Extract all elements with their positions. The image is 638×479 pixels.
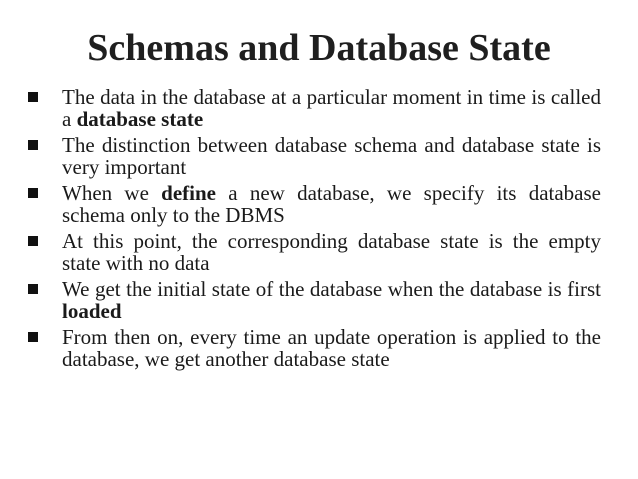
bullet-item: [62, 230, 601, 278]
bullet-text: From then on, every time an update operation is applied to the database, we get another database state: [62, 325, 601, 371]
square-bullet-icon: [28, 332, 38, 342]
bullet-bold-term: define: [161, 181, 216, 205]
slide-title: Schemas and Database State: [87, 27, 551, 69]
bullet-text: At this point, the corresponding database state is the empty state with no data: [62, 229, 601, 275]
bullet-text: The distinction between database schema and database state is very important: [62, 133, 601, 179]
bullet-text-end: a new database, we specify its database schema only to the DBMS: [62, 181, 601, 227]
bullet-bold-term: database state: [76, 107, 204, 131]
bullet-list: [0, 86, 638, 374]
bullet-text: The data in the database at a particular moment in time is called a: [62, 85, 601, 131]
bullet-text: We get the initial state of the database when the database is first: [62, 277, 601, 301]
square-bullet-icon: [28, 140, 38, 150]
bullet-text: When we: [62, 181, 162, 205]
bullet-item: [62, 326, 601, 374]
bullet-item: [62, 134, 601, 182]
square-bullet-icon: [28, 284, 38, 294]
square-bullet-icon: [28, 188, 38, 198]
square-bullet-icon: [28, 236, 38, 246]
bullet-bold-term: loaded: [62, 299, 122, 323]
bullet-item: [62, 86, 601, 134]
bullet-item: [62, 182, 601, 230]
bullet-item: [62, 278, 601, 326]
square-bullet-icon: [28, 92, 38, 102]
